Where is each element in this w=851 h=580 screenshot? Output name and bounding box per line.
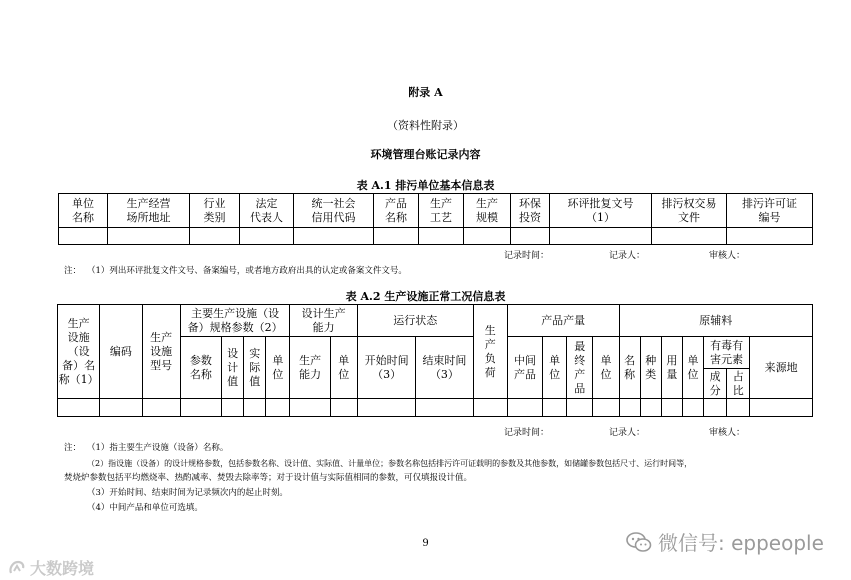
header-cell: 法定 代表人 bbox=[240, 194, 294, 228]
sub-unit: 单 位 bbox=[543, 337, 567, 399]
header-cell: 排污权交易 文件 bbox=[652, 194, 727, 228]
table-cell[interactable] bbox=[727, 399, 750, 417]
record-time-label: 记录时间： bbox=[504, 251, 550, 261]
record-time-label: 记录时间： bbox=[504, 428, 550, 438]
table-cell[interactable] bbox=[567, 399, 593, 417]
table-a1-header-row bbox=[59, 194, 813, 228]
sub-name: 名 称 bbox=[619, 337, 640, 399]
table-cell[interactable] bbox=[640, 399, 661, 417]
header-cell: 排污许可证 编号 bbox=[727, 194, 813, 228]
header-cell: 环保 投资 bbox=[511, 194, 550, 228]
table-cell[interactable] bbox=[100, 399, 142, 417]
table-cell[interactable] bbox=[682, 399, 703, 417]
table-cell[interactable] bbox=[416, 399, 473, 417]
sub-actual: 实 际 值 bbox=[244, 337, 266, 399]
header-model: 生产 设施 型号 bbox=[142, 305, 180, 399]
table-a2 bbox=[57, 304, 813, 417]
sub-source: 来源地 bbox=[750, 337, 813, 399]
header-cell: 生产 工艺 bbox=[419, 194, 464, 228]
reviewer-label: 审核人： bbox=[709, 251, 746, 261]
sub-component: 成 分 bbox=[704, 369, 727, 399]
note1-text: （1）列出环评批复文件文号、备案编号，或者地方政府出具的认定或备案文件文号。 bbox=[87, 266, 407, 276]
table-cell[interactable] bbox=[59, 228, 108, 245]
header-cell: 统一社会 信用代码 bbox=[294, 194, 374, 228]
note2-item-3: （3）开始时间、结束时间为记录频次内的起止时刻。 bbox=[87, 488, 288, 498]
table-cell[interactable] bbox=[507, 399, 542, 417]
table-cell[interactable] bbox=[511, 228, 550, 245]
table-cell[interactable] bbox=[464, 228, 511, 245]
table-cell[interactable] bbox=[550, 228, 652, 245]
table-cell[interactable] bbox=[240, 228, 294, 245]
appendix-title: 附录 A bbox=[408, 86, 443, 99]
header-materials: 原辅料 bbox=[619, 305, 812, 337]
notes2-label: 注： bbox=[64, 443, 82, 453]
table-row bbox=[59, 228, 813, 245]
watermark-right bbox=[626, 527, 824, 556]
header-capacity: 设计生产 能力 bbox=[290, 305, 357, 337]
sub-intermediate-product: 中间 产品 bbox=[507, 337, 542, 399]
table-cell[interactable] bbox=[473, 399, 507, 417]
header-cell: 环评批复文号 （1） bbox=[550, 194, 652, 228]
table-cell[interactable] bbox=[374, 228, 419, 245]
sub-kind: 种 类 bbox=[640, 337, 661, 399]
table-cell[interactable] bbox=[619, 399, 640, 417]
note2-item-4: （4）中间产品和单位可选填。 bbox=[87, 503, 203, 513]
appendix-type: （资料性附录） bbox=[387, 119, 464, 132]
header-output: 产品产量 bbox=[507, 305, 619, 337]
page-number: 9 bbox=[422, 538, 429, 549]
note2-item-1: （1）指主要生产设施（设备）名称。 bbox=[87, 443, 229, 453]
sub-start-time: 开始时间 （3） bbox=[357, 337, 415, 399]
sub-amount: 用 量 bbox=[661, 337, 682, 399]
table-cell[interactable] bbox=[142, 399, 180, 417]
table-cell[interactable] bbox=[727, 228, 813, 245]
table-cell[interactable] bbox=[290, 399, 330, 417]
sub-unit: 单 位 bbox=[266, 337, 290, 399]
recorder-label: 记录人： bbox=[609, 428, 646, 438]
table-cell[interactable] bbox=[180, 399, 221, 417]
table-cell[interactable] bbox=[357, 399, 415, 417]
table-cell[interactable] bbox=[652, 228, 727, 245]
table-cell[interactable] bbox=[661, 399, 682, 417]
sub-end-time: 结束时间 （3） bbox=[416, 337, 473, 399]
header-cell: 单位 名称 bbox=[59, 194, 108, 228]
table-cell[interactable] bbox=[543, 399, 567, 417]
table-cell[interactable] bbox=[294, 228, 374, 245]
note2-item-2a: （2）指设施（设备）的设计规格参数，包括参数名称、设计值、实际值、计量单位；参数名称包括排污许可证载明的参数及其他参数，如储罐参数包括尺寸、运行时间等， bbox=[87, 459, 693, 468]
dashu-logo-icon bbox=[8, 559, 26, 577]
header-status: 运行状态 bbox=[357, 305, 473, 337]
sub-ratio: 占 比 bbox=[727, 369, 750, 399]
sub-capacity: 生产 能力 bbox=[290, 337, 330, 399]
table-a2-header-row-1 bbox=[58, 305, 813, 337]
table-a1 bbox=[58, 193, 813, 245]
watermark-right-text: 微信号: eppeople bbox=[658, 531, 824, 555]
table-cell[interactable] bbox=[593, 399, 619, 417]
table1-caption: 表 A.1 排污单位基本信息表 bbox=[356, 179, 495, 192]
sub-unit: 单 位 bbox=[682, 337, 703, 399]
table-cell[interactable] bbox=[704, 399, 727, 417]
watermark-left bbox=[8, 556, 94, 579]
sub-unit: 单 位 bbox=[330, 337, 357, 399]
main-title: 环境管理台账记录内容 bbox=[370, 148, 481, 161]
table2-caption: 表 A.2 生产设施正常工况信息表 bbox=[345, 290, 506, 303]
table-cell[interactable] bbox=[266, 399, 290, 417]
header-cell: 生产经营 场所地址 bbox=[108, 194, 190, 228]
header-cell: 产品 名称 bbox=[374, 194, 419, 228]
table-cell[interactable] bbox=[108, 228, 190, 245]
recorder-label: 记录人： bbox=[609, 251, 646, 261]
header-facility: 生产 设施 （设 备）名 称（1） bbox=[58, 305, 100, 399]
table-cell[interactable] bbox=[222, 399, 244, 417]
note1-label: 注： bbox=[64, 266, 82, 276]
sub-final-product: 最 终 产 品 bbox=[567, 337, 593, 399]
header-cell: 行业 类别 bbox=[190, 194, 240, 228]
wechat-icon bbox=[626, 531, 652, 553]
table-row bbox=[58, 399, 813, 417]
table-cell[interactable] bbox=[190, 228, 240, 245]
header-code: 编码 bbox=[100, 305, 142, 399]
sub-param-name: 参数 名称 bbox=[180, 337, 221, 399]
sub-design: 设 计 值 bbox=[222, 337, 244, 399]
header-cell: 生产 规模 bbox=[464, 194, 511, 228]
sub-toxic-elements: 有毒有 害元素 bbox=[704, 337, 750, 369]
header-params: 主要生产设施（设 备）规格参数（2） bbox=[180, 305, 290, 337]
table-cell[interactable] bbox=[750, 399, 813, 417]
table-cell[interactable] bbox=[58, 399, 100, 417]
watermark-left-text: 大数跨境 bbox=[30, 559, 95, 578]
reviewer-label: 审核人： bbox=[709, 428, 746, 438]
sub-unit: 单 位 bbox=[593, 337, 619, 399]
table-cell[interactable] bbox=[419, 228, 464, 245]
header-load: 生 产 负 荷 bbox=[473, 305, 507, 399]
table-cell[interactable] bbox=[330, 399, 357, 417]
note2-item-2b: 焚烧炉参数包括平均燃烧率、热酌减率、焚毁去除率等；对于设计值与实际值相同的参数，可仅填报设计值。 bbox=[64, 473, 473, 483]
table-cell[interactable] bbox=[244, 399, 266, 417]
